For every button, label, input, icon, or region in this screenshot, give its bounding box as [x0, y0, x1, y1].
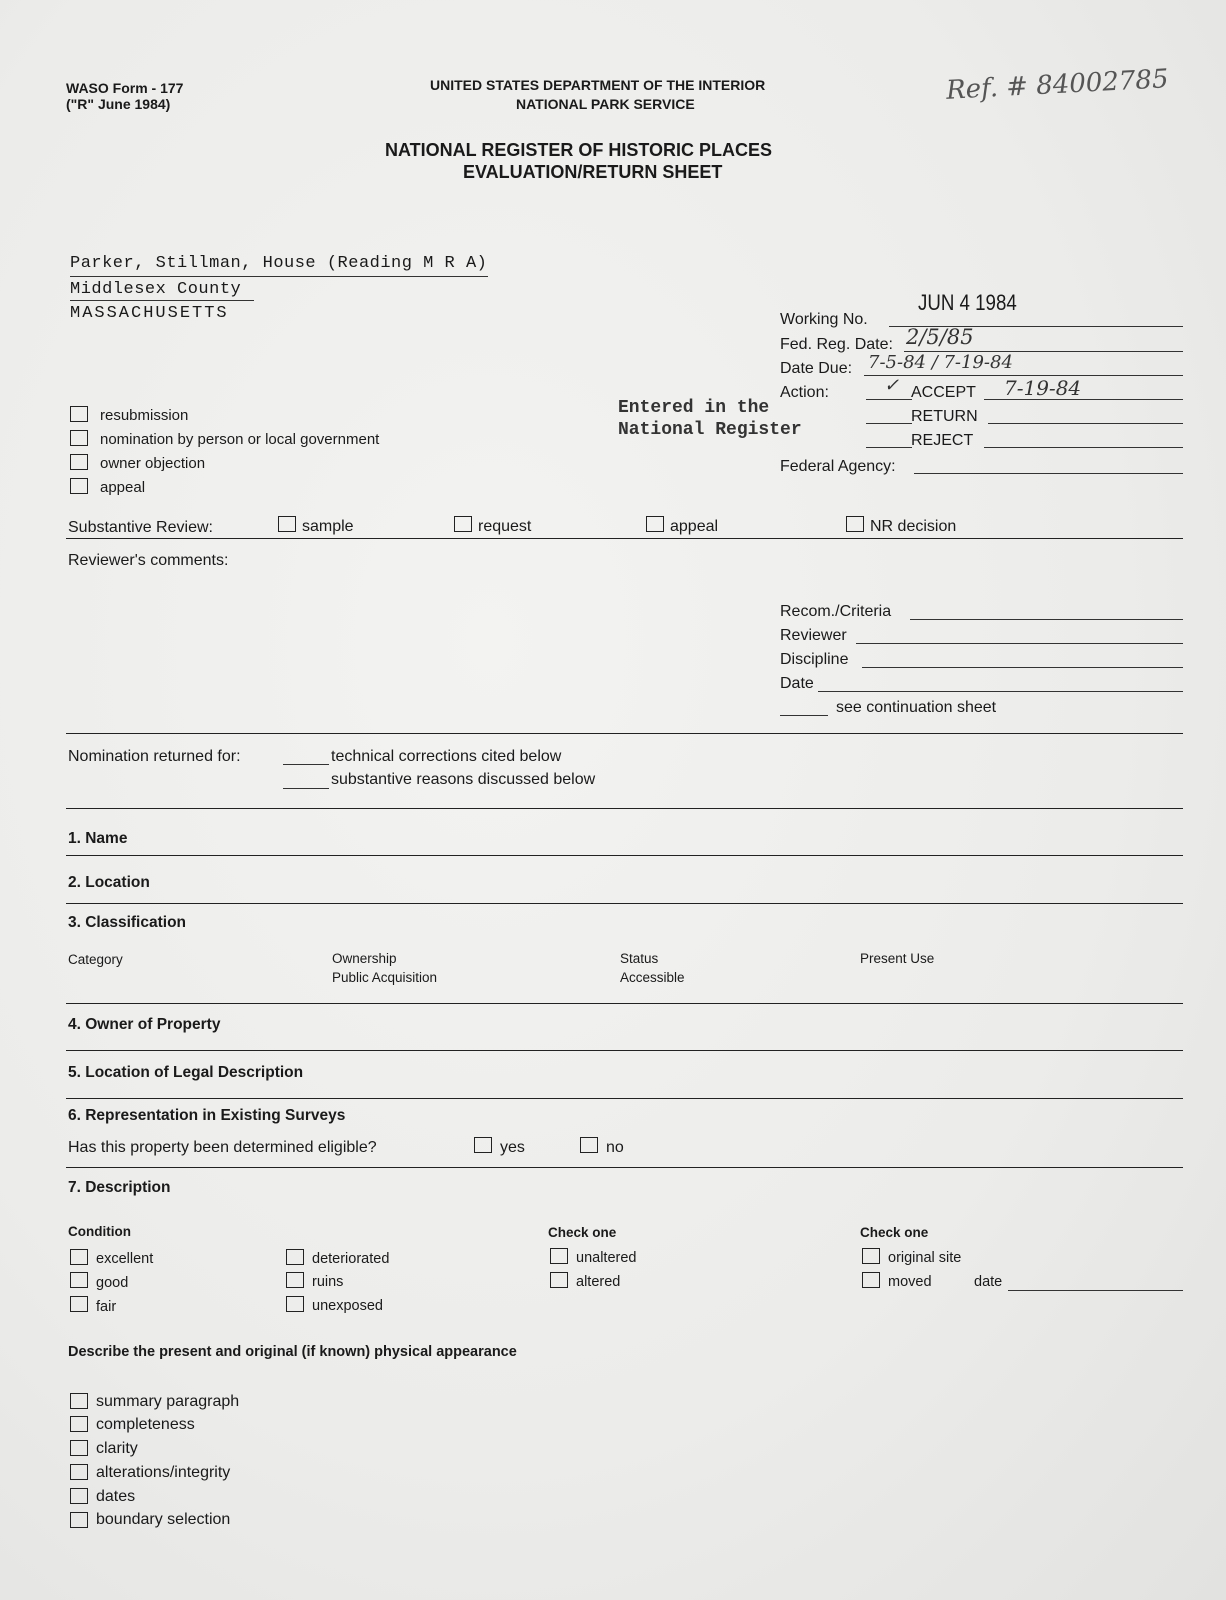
accessible-label: Accessible: [620, 970, 685, 985]
nomination-by-person-label: nomination by person or local government: [100, 431, 380, 448]
eligibility-question: Has this property been determined eligible?: [68, 1139, 377, 1156]
eligible-yes-checkbox[interactable]: [474, 1137, 492, 1153]
county-underline: [70, 300, 254, 301]
request-checkbox[interactable]: [454, 516, 472, 532]
form-title-line1: NATIONAL REGISTER OF HISTORIC PLACES: [385, 140, 773, 160]
eligible-no-label: no: [606, 1139, 624, 1156]
continuation-label: see continuation sheet: [836, 699, 997, 716]
appeal-checkbox[interactable]: [70, 478, 88, 494]
check-one-site-label: Check one: [860, 1225, 929, 1240]
form-title-line2: EVALUATION/RETURN SHEET: [463, 162, 723, 182]
federal-agency-field[interactable]: [914, 473, 1183, 474]
reject-label: REJECT: [911, 432, 974, 449]
section-owner-heading: 4. Owner of Property: [68, 1016, 221, 1033]
continuation-blank[interactable]: [780, 715, 828, 716]
status-label: Status: [620, 951, 659, 966]
recom-criteria-label: Recom./Criteria: [780, 603, 892, 620]
ruins-label: ruins: [312, 1274, 344, 1290]
working-no-label: Working No.: [780, 311, 868, 328]
review-appeal-label: appeal: [670, 518, 719, 535]
action-label: Action:: [780, 384, 829, 401]
divider: [66, 733, 1183, 734]
unexposed-checkbox[interactable]: [286, 1296, 304, 1312]
sample-checkbox[interactable]: [278, 516, 296, 532]
boundary-selection-label: boundary selection: [96, 1511, 231, 1528]
discipline-field[interactable]: [862, 667, 1183, 668]
good-checkbox[interactable]: [70, 1272, 88, 1288]
clarity-checkbox[interactable]: [70, 1440, 88, 1456]
service-name: NATIONAL PARK SERVICE: [516, 96, 695, 112]
completeness-checkbox[interactable]: [70, 1416, 88, 1432]
public-acquisition-label: Public Acquisition: [332, 970, 438, 985]
divider: [66, 903, 1183, 904]
unaltered-label: unaltered: [576, 1250, 637, 1266]
working-no-date-stamp: JUN 4 1984: [918, 290, 1017, 315]
entered-stamp-line1: Entered in the: [618, 398, 770, 418]
boundary-selection-checkbox[interactable]: [70, 1512, 88, 1528]
nomination-returned-label: Nomination returned for:: [68, 748, 241, 765]
altered-label: altered: [576, 1274, 621, 1290]
ownership-label: Ownership: [332, 951, 397, 966]
divider: [66, 1003, 1183, 1004]
section-legal-description-heading: 5. Location of Legal Description: [68, 1064, 304, 1081]
property-state: MASSACHUSETTS: [70, 304, 229, 323]
reviewer-comments-label: Reviewer's comments:: [68, 552, 229, 569]
moved-checkbox[interactable]: [862, 1272, 880, 1288]
summary-paragraph-label: summary paragraph: [96, 1393, 240, 1410]
property-county: Middlesex County: [70, 280, 242, 299]
section-surveys-heading: 6. Representation in Existing Surveys: [68, 1107, 346, 1124]
department-name: UNITED STATES DEPARTMENT OF THE INTERIOR: [430, 77, 766, 93]
moved-date-label: date: [974, 1274, 1003, 1290]
substantive-review-label: Substantive Review:: [68, 519, 213, 536]
accept-check-mark: ✓: [884, 375, 900, 396]
entered-stamp-line2: National Register: [618, 420, 802, 440]
recom-criteria-field[interactable]: [910, 619, 1183, 620]
discipline-label: Discipline: [780, 651, 849, 668]
moved-label: moved: [888, 1274, 932, 1290]
eligible-yes-label: yes: [500, 1139, 525, 1156]
excellent-checkbox[interactable]: [70, 1249, 88, 1265]
nr-decision-checkbox[interactable]: [846, 516, 864, 532]
accept-label: ACCEPT: [911, 384, 976, 401]
fed-reg-date-label: Fed. Reg. Date:: [780, 336, 893, 353]
reviewer-label: Reviewer: [780, 627, 847, 644]
reviewer-date-field[interactable]: [818, 691, 1183, 692]
divider: [66, 538, 1183, 539]
owner-objection-label: owner objection: [100, 455, 206, 472]
summary-paragraph-checkbox[interactable]: [70, 1393, 88, 1409]
nomination-by-person-checkbox[interactable]: [70, 430, 88, 446]
nr-decision-label: NR decision: [870, 518, 957, 535]
property-name: Parker, Stillman, House (Reading M R A): [70, 254, 488, 273]
excellent-label: excellent: [96, 1251, 154, 1267]
original-site-checkbox[interactable]: [862, 1248, 880, 1264]
return-label: RETURN: [911, 408, 978, 425]
deteriorated-label: deteriorated: [312, 1251, 390, 1267]
dates-checkbox[interactable]: [70, 1488, 88, 1504]
review-appeal-checkbox[interactable]: [646, 516, 664, 532]
reject-field[interactable]: [984, 447, 1183, 448]
accept-date-value: 7-19-84: [1004, 376, 1082, 400]
fed-reg-date-value: 2/5/85: [906, 325, 974, 349]
technical-corrections-blank[interactable]: [283, 764, 329, 765]
deteriorated-checkbox[interactable]: [286, 1249, 304, 1265]
good-label: good: [96, 1275, 129, 1291]
appeal-label: appeal: [100, 479, 146, 496]
reject-blank[interactable]: [866, 447, 912, 448]
appearance-heading: Describe the present and original (if known) physical appearance: [68, 1344, 517, 1360]
section-name-heading: 1. Name: [68, 830, 128, 847]
reference-number-handwritten: Ref. # 84002785: [945, 64, 1170, 106]
date-due-value: 7-5-84 / 7-19-84: [868, 352, 1013, 373]
divider: [66, 1098, 1183, 1099]
owner-objection-checkbox[interactable]: [70, 454, 88, 470]
ruins-checkbox[interactable]: [286, 1272, 304, 1288]
date-due-label: Date Due:: [780, 360, 853, 377]
property-name-underline: [70, 276, 488, 277]
unexposed-label: unexposed: [312, 1298, 383, 1314]
alterations-integrity-label: alterations/integrity: [96, 1464, 231, 1481]
clarity-label: clarity: [96, 1440, 138, 1457]
fair-label: fair: [96, 1299, 117, 1315]
accept-blank[interactable]: [866, 399, 912, 400]
section-classification-heading: 3. Classification: [68, 914, 187, 931]
resubmission-label: resubmission: [100, 407, 189, 424]
request-label: request: [478, 518, 532, 535]
section-location-heading: 2. Location: [68, 874, 150, 891]
reviewer-field[interactable]: [856, 643, 1183, 644]
moved-date-field[interactable]: [1008, 1290, 1183, 1291]
condition-label: Condition: [68, 1224, 131, 1239]
resubmission-checkbox[interactable]: [70, 406, 88, 422]
return-blank[interactable]: [866, 423, 912, 424]
divider: [66, 855, 1183, 856]
check-one-alteration-label: Check one: [548, 1225, 617, 1240]
divider: [66, 1167, 1183, 1168]
return-field[interactable]: [988, 423, 1183, 424]
sample-label: sample: [302, 518, 354, 535]
section-description-heading: 7. Description: [68, 1179, 171, 1196]
form-date: ("R" June 1984): [66, 96, 171, 112]
technical-corrections-label: technical corrections cited below: [331, 748, 562, 765]
divider: [66, 1050, 1183, 1051]
federal-agency-label: Federal Agency:: [780, 458, 896, 475]
alterations-integrity-checkbox[interactable]: [70, 1464, 88, 1480]
category-label: Category: [68, 952, 123, 967]
eligible-no-checkbox[interactable]: [580, 1137, 598, 1153]
completeness-label: completeness: [96, 1416, 195, 1433]
form-id: WASO Form - 177: [66, 80, 184, 96]
dates-label: dates: [96, 1488, 136, 1505]
reviewer-date-label: Date: [780, 675, 814, 692]
substantive-reasons-blank[interactable]: [283, 788, 329, 789]
unaltered-checkbox[interactable]: [550, 1248, 568, 1264]
substantive-reasons-label: substantive reasons discussed below: [331, 771, 596, 788]
altered-checkbox[interactable]: [550, 1272, 568, 1288]
divider: [66, 808, 1183, 809]
present-use-label: Present Use: [860, 951, 935, 966]
fair-checkbox[interactable]: [70, 1296, 88, 1312]
original-site-label: original site: [888, 1250, 962, 1266]
